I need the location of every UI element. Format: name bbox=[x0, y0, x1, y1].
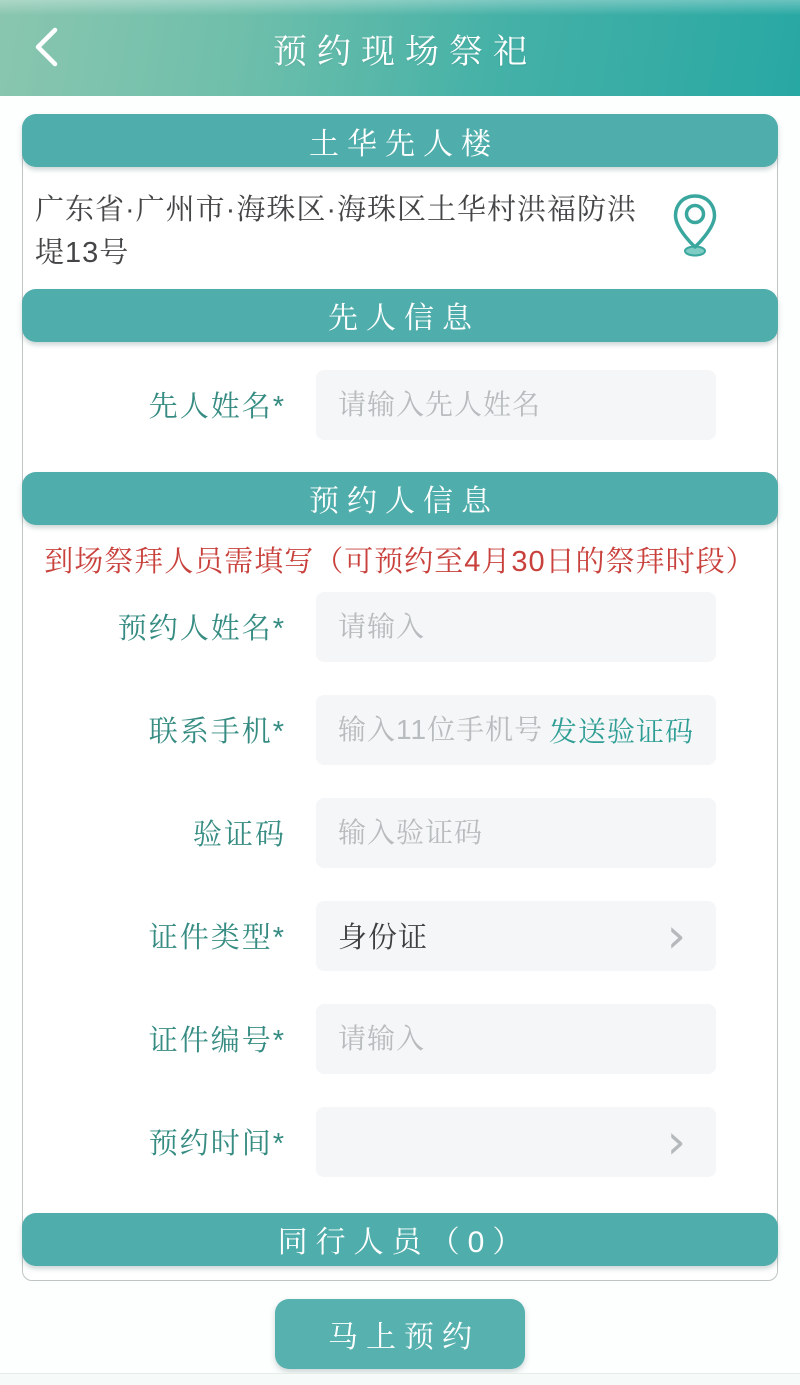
chevron-left-icon bbox=[33, 26, 59, 71]
phone-input-box bbox=[316, 695, 716, 765]
id-number-label: 证件编号* bbox=[148, 1025, 286, 1058]
send-code-button[interactable]: 发送验证码 bbox=[549, 710, 694, 750]
back-button[interactable] bbox=[24, 24, 68, 72]
chevron-right-icon: › bbox=[666, 907, 686, 964]
booker-section-banner: 预约人信息 bbox=[22, 472, 778, 525]
page-title: 预约现场祭祀 bbox=[273, 32, 537, 71]
appointment-time-label: 预约时间* bbox=[148, 1128, 286, 1161]
id-type-value: 身份证 bbox=[338, 922, 429, 955]
navbar bbox=[0, 0, 800, 96]
captcha-row bbox=[23, 798, 777, 868]
booker-name-input-box bbox=[316, 592, 716, 662]
venue-address: 广东省·广州市·海珠区·海珠区土华村洪福防洪堤13号 bbox=[35, 194, 637, 269]
venue-name-banner: 土华先人楼 bbox=[22, 114, 778, 167]
booking-card bbox=[22, 114, 778, 1281]
deceased-name-label: 先人姓名* bbox=[148, 391, 286, 424]
venue-address-row bbox=[23, 167, 777, 289]
booker-name-label: 预约人姓名* bbox=[117, 613, 286, 646]
id-number-input[interactable] bbox=[338, 1023, 694, 1055]
open-map-button[interactable] bbox=[671, 193, 719, 262]
deceased-name-row bbox=[23, 370, 777, 440]
booker-name-row bbox=[23, 592, 777, 662]
id-number-row bbox=[23, 1004, 777, 1074]
companions-section-banner: 同行人员（0） bbox=[22, 1213, 778, 1266]
appointment-time-select[interactable] bbox=[316, 1107, 716, 1177]
phone-label: 联系手机* bbox=[148, 716, 286, 749]
phone-input[interactable] bbox=[338, 714, 543, 746]
booking-notice: 到场祭拜人员需填写（可预约至4月30日的祭拜时段） bbox=[44, 545, 756, 578]
deceased-section-banner: 先人信息 bbox=[22, 289, 778, 342]
id-type-row bbox=[23, 901, 777, 971]
chevron-right-icon: › bbox=[666, 1113, 686, 1170]
appointment-time-row bbox=[23, 1107, 777, 1177]
deceased-name-input[interactable] bbox=[338, 389, 694, 421]
captcha-input-box bbox=[316, 798, 716, 868]
deceased-name-input-box bbox=[316, 370, 716, 440]
id-type-select[interactable] bbox=[316, 901, 716, 971]
id-type-label: 证件类型* bbox=[148, 922, 286, 955]
phone-row bbox=[23, 695, 777, 765]
id-number-input-box bbox=[316, 1004, 716, 1074]
map-pin-icon bbox=[671, 247, 719, 262]
submit-booking-button[interactable]: 马上预约 bbox=[275, 1299, 525, 1369]
booker-name-input[interactable] bbox=[338, 611, 694, 643]
captcha-label: 验证码 bbox=[192, 819, 286, 852]
captcha-input[interactable] bbox=[338, 817, 694, 849]
footer-strip bbox=[0, 1373, 800, 1385]
